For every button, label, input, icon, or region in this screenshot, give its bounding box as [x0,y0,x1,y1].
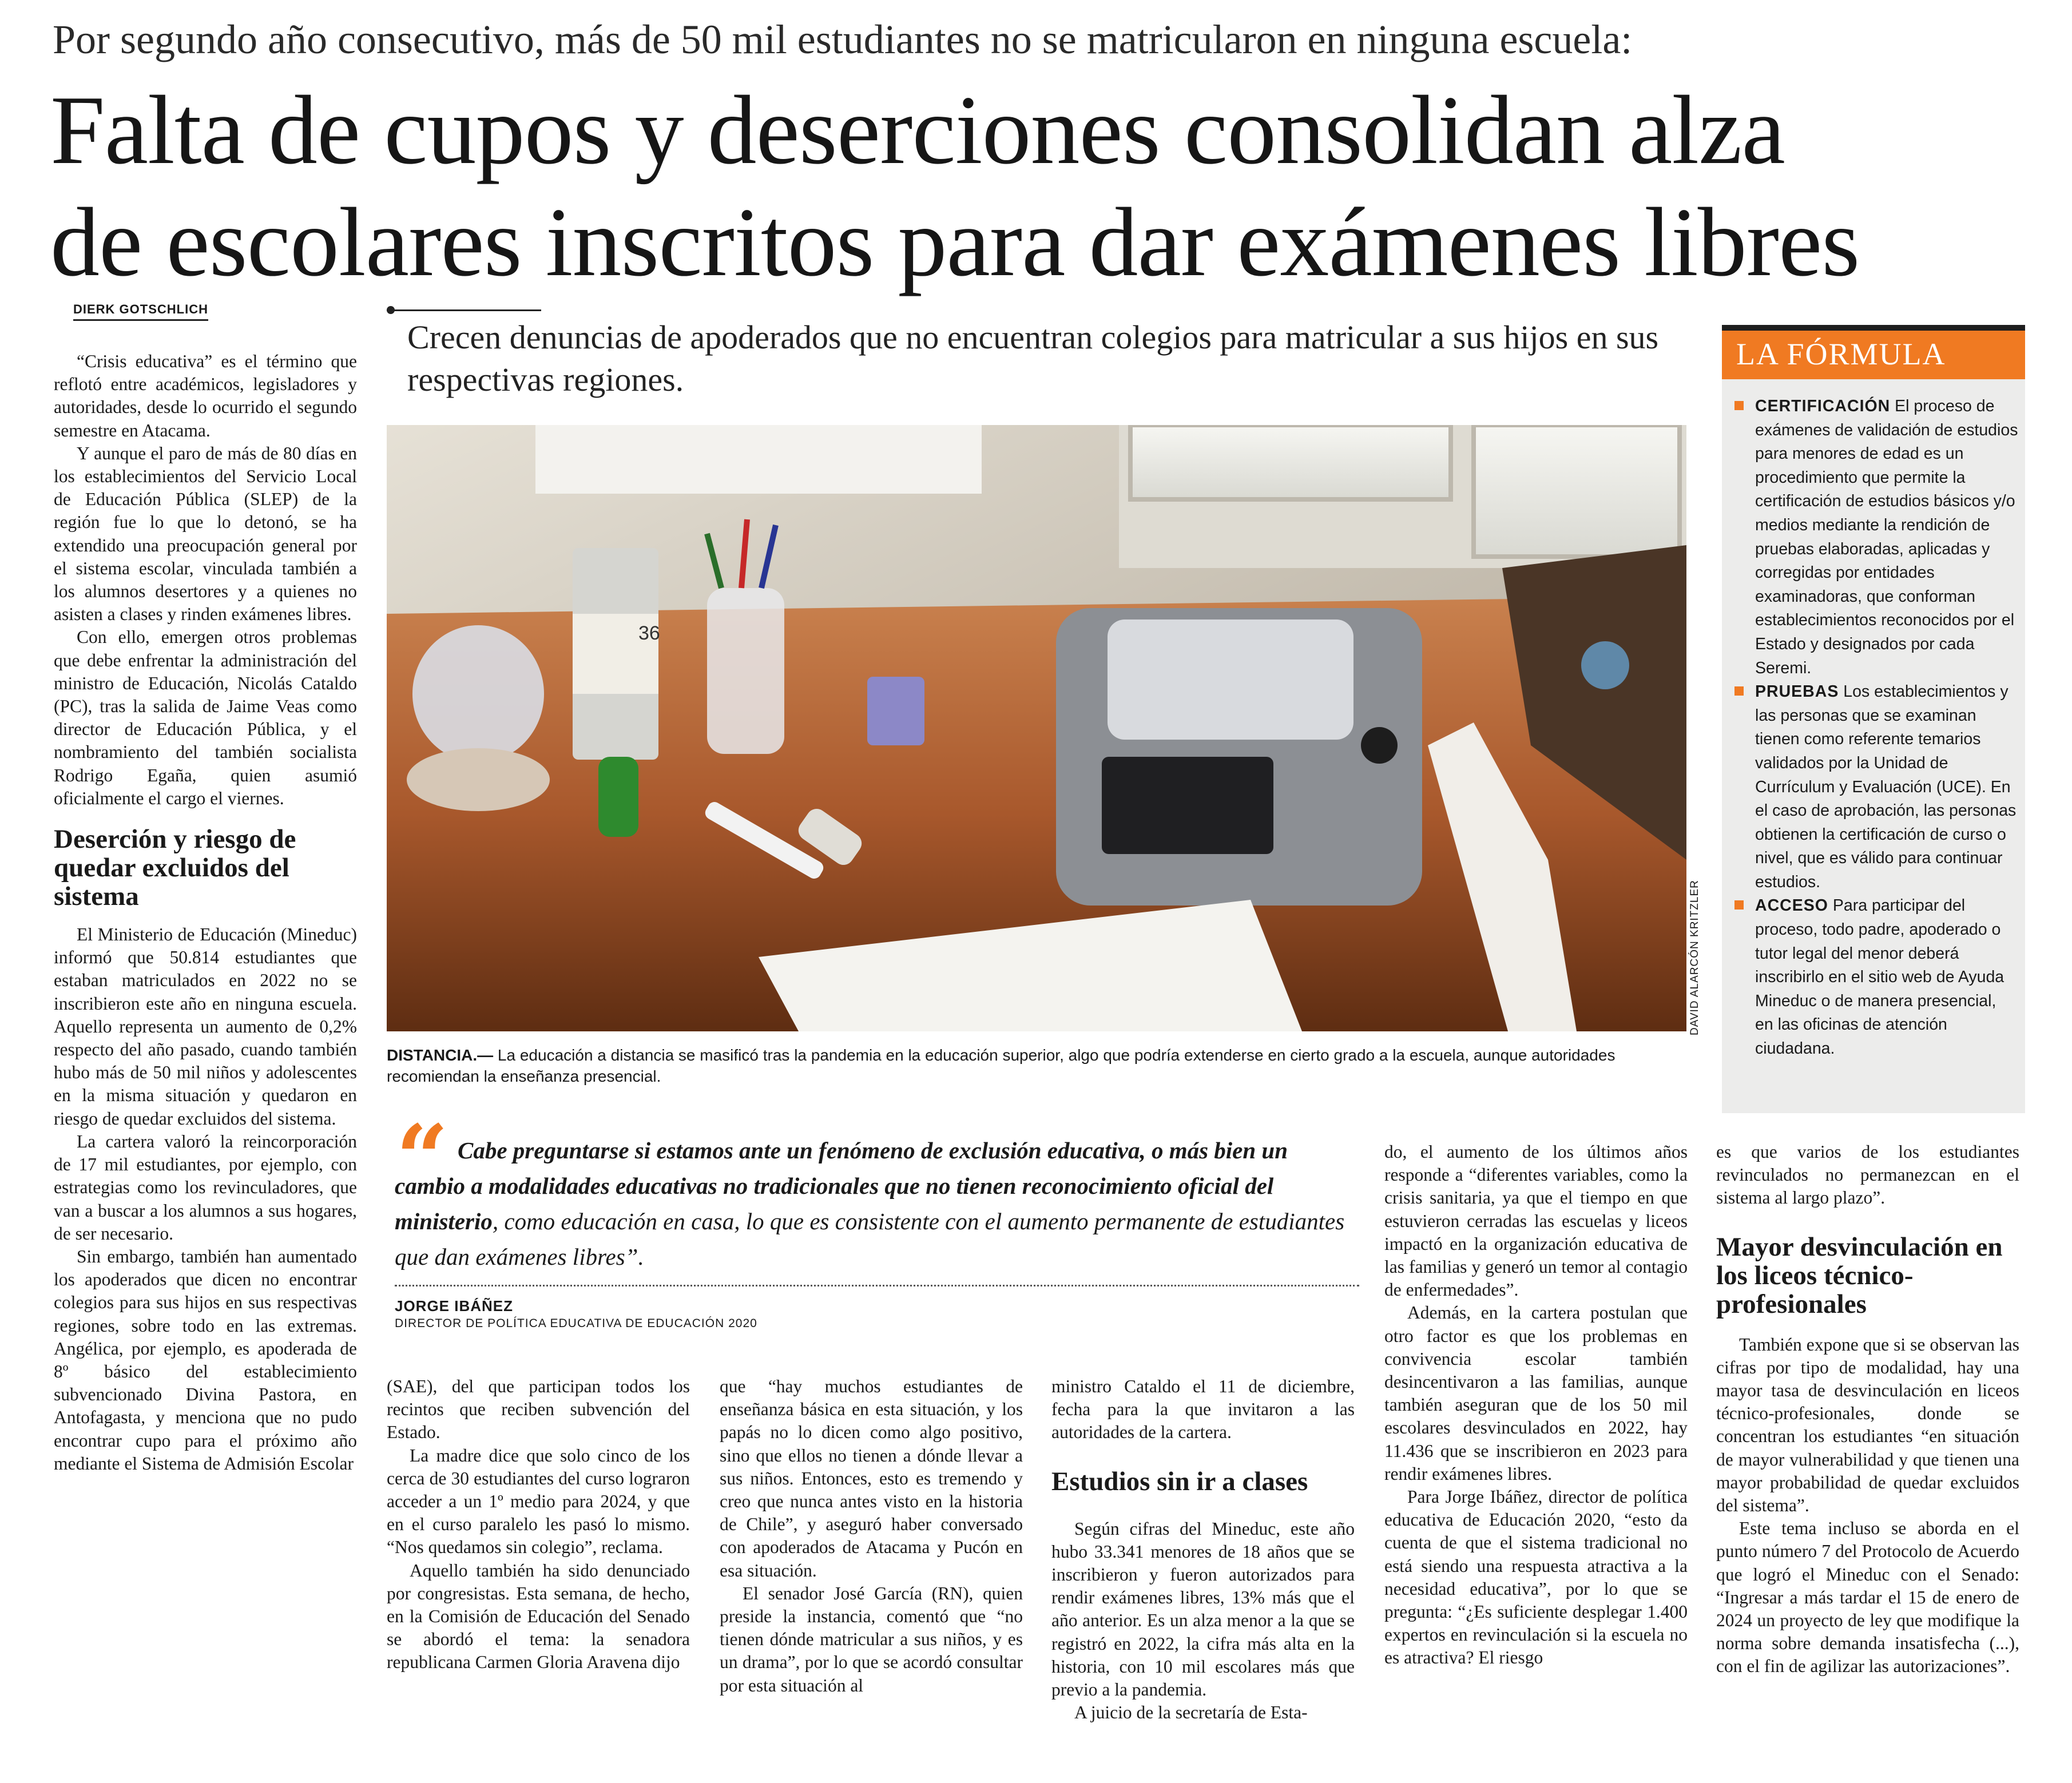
deck: Crecen denuncias de apoderados que no encuentran colegios para matricular a sus hijos en sus respectivas regiones. [407,319,1659,398]
photo-illustration [387,425,1686,1031]
paragraph: El senador José García (RN), quien preside la instancia, comentó que “no tienen dónde matricular a sus niños, y es un drama”, por lo que se acordó consultar por esta situación al [720,1583,1023,1695]
paragraph: Según cifras del Mineduc, este año hubo 33.341 menores de 18 años que se inscribieron y fueron autorizados para rendir exámenes libres, 13% más que el año anterior. Es un alza menor a la que se registró en 2022, la cifra más alta en la historia, con 10 mil escolares más que previo a la pandemia. [1051,1518,1355,1700]
quote-author: JORGE IBÁÑEZ [395,1297,514,1315]
box-entry [1734,894,2018,1061]
photo-credit: DAVID ALARCÓN KRITZLER [1689,880,1701,1035]
paragraph: La cartera valoró la reincorporación de 17 mil estudiantes, por ejemplo, con estrategias como los revinculadores, que van a buscar a los alumnos a sus hogares, de ser necesario. [54,1131,357,1244]
box-entry [1734,680,2018,894]
box-entry-term: CERTIFICACIÓN [1755,397,1891,415]
square-bullet-icon [1734,686,1744,696]
paragraph: es que varios de los estudiantes revinculados no permanezcan en el sistema al largo plazo”. [1716,1142,2019,1208]
box-entry [1734,395,2018,680]
column-3 [720,1375,1023,1697]
paragraph: Con ello, emergen otros problemas que debe enfrentar la administración del ministro de Educación, Nicolás Cataldo (PC), tras la salida de Jaime Veas como director de Educación Pública, y el nombramiento del también socialista Rodrigo Egaña, quien asumió oficialmente el cargo el viernes. [54,627,357,808]
box-entry-text: El proceso de exámenes de validación de estudios para menores de edad es un procedimiento que permite la certificación de estudios básicos y/o medios mediante la rendición de pruebas elaboradas, aplicadas y corregidas por entidades examinadoras, que conforman establecimientos reconocidos por el Estado y designados por cada Seremi. [1755,397,2018,677]
paragraph: (SAE), del que participan todos los recintos que reciben subvención del Estado. [387,1376,690,1443]
paragraph: Sin embargo, también han aumentado los apoderados que dicen no encontrar colegios para sus hijos en sus respectivas regiones, sobre todo en las extremas. Angélica, por ejemplo, es apoderada de 8º básico del establecimiento subvencionado Divina Pastora, en Antofagasta, y menciona que no pudo encontrar cupo para el próximo año mediante el Sistema de Admisión Escolar [54,1246,357,1474]
sidebar-box-body [1734,395,2018,1061]
square-bullet-icon [1734,900,1744,910]
deck-rule [387,309,541,311]
column-2 [387,1375,690,1674]
headline-line-2: de escolares inscritos para dar exámenes libres [50,188,1860,297]
subhead: Deserción y riesgo de quedar excluidos del sistema [54,824,296,912]
subhead: Mayor desvinculación en los liceos técnico-profesionales [1716,1232,2003,1319]
paragraph: Y aunque el paro de más de 80 días en los establecimientos del Servicio Local de Educación Pública (SLEP) de la región fue lo que lo detonó, se ha extendido una preocupación general por el sistema escolar, vinculada también a los alumnos desertores y a quienes no asisten a clases y rinden exámenes libres. [54,443,357,625]
paragraph: que “hay muchos estudiantes de enseñanza básica en esta situación, y los papás no lo dicen como algo positivo, sino que ellos no tienen a dónde llevar a sus niños. Entonces, esto es tremendo y creo que nunca antes visto en la historia de Chile”, y aseguró haber conversado con apoderados de Atacama y Pucón en esa situación. [720,1376,1023,1581]
pull-quote [395,1133,1359,1274]
quote-mark-icon: “ [396,1105,449,1212]
quote-divider [395,1285,1359,1286]
box-entry-text: Para participar del proceso, todo padre, apoderado o tutor legal del menor deberá inscribirlo en el sitio web de Ayuda Mineduc o de manera presencial, en las oficinas de atención ciudadana. [1755,896,2004,1058]
sharpener-number: 36 [638,622,660,644]
paragraph: La madre dice que solo cinco de los cerca de 30 estudiantes del curso lograron acceder a un 1º medio para 2024, y que en el curso paralelo les pasó lo mismo. “Nos quedamos sin colegio”, reclama. [387,1445,690,1558]
sidebar-box-title: LA FÓRMULA [1736,337,1946,371]
paragraph: do, el aumento de los últimos años responde a “diferentes variables, como la crisis sanitaria, ya que el tiempo en que estuvieron cerradas las escuelas y liceos impactó en la organización educativa de las familias y generó un temor al contagio de enfermedades”. [1384,1142,1688,1300]
square-bullet-icon [1734,401,1744,410]
paragraph: Aquello también ha sido denunciado por congresistas. Esta semana, de hecho, en la Comisión de Educación del Senado se abordó el tema: la senadora republicana Carmen Gloria Aravena dijo [387,1560,690,1673]
box-entry-term: PRUEBAS [1755,682,1839,701]
paragraph: También expone que si se observan las cifras por tipo de modalidad, hay una mayor tasa de desvinculación en liceos técnico-profesionales, donde se concentran los estudiantes “en situación de mayor vulnerabilidad y que tienen una mayor probabilidad de quedar excluidos del sistema”. [1716,1334,2019,1516]
paragraph: Para Jorge Ibáñez, director de política educativa de Educación 2020, “esto da cuenta de que el sistema tradicional no está siendo una respuesta atractiva a la necesidad educativa”, por lo que se pregunta: “¿Es suficiente desplegar 1.400 expertos en revinculación si la escuela no es atractiva? El riesgo [1384,1487,1688,1668]
paragraph: A juicio de la secretaría de Esta- [1074,1702,1308,1723]
column-5 [1384,1141,1688,1670]
kicker: Por segundo año consecutivo, más de 50 mil estudiantes no se matricularon en ninguna escuela: [53,17,1633,62]
sidebar-box-header [1722,325,2025,379]
deck-bullet [387,306,395,314]
quote-author-role: DIRECTOR DE POLÍTICA EDUCATIVA DE EDUCACIÓN 2020 [395,1317,757,1330]
paragraph: Además, en la cartera postulan que otro factor es que los problemas en convivencia escolar también desincentivaron a las familias, aunque también aseguran que de los 50 mil escolares desvinculados en 2022, hay 11.436 que se inscribieron en 2023 para rendir exámenes libres. [1384,1302,1688,1484]
headline [50,74,2030,299]
byline: DIERK GOTSCHLICH [73,302,208,321]
caption-text: La educación a distancia se masificó tras la pandemia en la educación superior, algo que podría extenderse en cierto grado a la escuela, aunque autoridades recomiendan la enseñanza presencial. [387,1046,1615,1085]
paragraph: El Ministerio de Educación (Mineduc) informó que 50.814 estudiantes que estaban matriculados en 2022 no se inscribieron este año en ninguna escuela. Aquello representa un aumento de 0,2% respecto del año pasado, cuando también hubo más de 50 mil niños y adolescentes en la misma situación y quedaron en riesgo de quedar excluidos del sistema. [54,924,357,1129]
box-entry-term: ACCESO [1755,896,1828,915]
caption-lead: DISTANCIA.— [387,1046,494,1064]
subhead: Estudios sin ir a clases [1051,1466,1308,1496]
photo [387,425,1686,1031]
pull-quote-rest: , como educación en casa, lo que es consistente con el aumento permanente de estudiantes que dan exámenes libres”. [395,1208,1345,1270]
paragraph: Este tema incluso se aborda en el punto número 7 del Protocolo de Acuerdo que logró el Mineduc con el Senado: “Ingresar a más tardar el 15 de enero de 2024 un proyecto de ley que modifique la norma sobre demanda insatisfecha (...), con el fin de agilizar las autorizaciones”. [1716,1518,2019,1677]
column-1 [54,350,357,1475]
pull-quote-bold: Cabe preguntarse si estamos ante un fenómeno de exclusión educativa, o más bien un cambio a modalidades educativas no tradicionales que no tienen reconocimiento oficial del ministerio [395,1137,1288,1234]
headline-line-1: Falta de cupos y deserciones consolidan alza [50,76,1785,185]
paragraph: “Crisis educativa” es el término que reflotó entre académicos, legisladores y autoridades, desde lo ocurrido el segundo semestre en Atacama. [54,351,357,440]
paragraph: ministro Cataldo el 11 de diciembre, fecha para la que invitaron a las autoridades de la cartera. [1051,1376,1355,1443]
column-6 [1716,1141,2019,1678]
photo-caption [387,1045,1686,1087]
column-4 [1051,1375,1355,1724]
box-entry-text: Los establecimientos y las personas que se examinan tienen como referente temarios validados por la Unidad de Currículum y Evaluación (UCE). En el caso de aprobación, las personas obtienen la certificación de curso o nivel, que es válido para continuar estudios. [1755,682,2017,891]
sidebar-box [1722,325,2025,1113]
